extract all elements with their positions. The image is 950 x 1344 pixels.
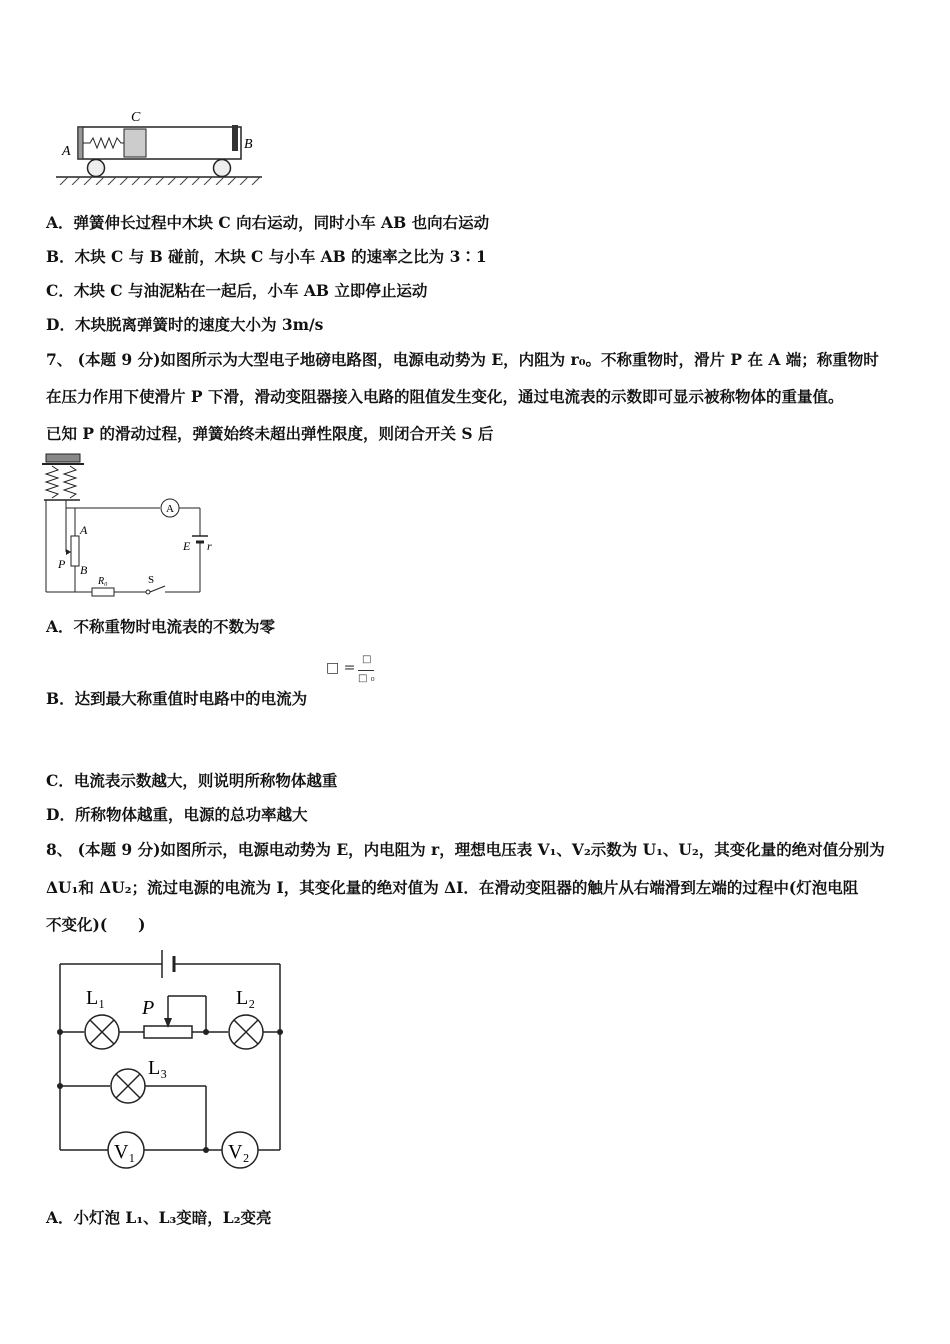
q8-stem-line2: ΔU₁和 ΔU₂；流过电源的电流为 I，其变化量的绝对值为 ΔI．在滑动变阻器的触片从右端滑到左端的过程中(灯泡电阻: [46, 878, 859, 897]
figure-cart-spring: [52, 105, 267, 185]
q6-option-a: A．弹簧伸长过程中木块 C 向右运动，同时小车 AB 也向右运动: [46, 213, 490, 232]
r0-label: R₀: [98, 576, 108, 587]
r-label: r: [207, 539, 212, 553]
formula-lhs: □ =: [326, 660, 356, 676]
label-a: A: [62, 144, 71, 159]
q6-option-d: D．木块脱离弹簧时的速度大小为 3m/s: [46, 315, 324, 334]
q6-option-b: B．木块 C 与 B 碰前，木块 C 与小车 AB 的速率之比为 3∶1: [46, 247, 487, 266]
q6-option-c: C．木块 C 与油泥粘在一起后，小车 AB 立即停止运动: [46, 281, 428, 300]
label-b: B: [244, 137, 253, 152]
formula-denominator: □ ₀: [358, 673, 375, 684]
q7-option-c: C．电流表示数越大，则说明所称物体越重: [46, 771, 338, 790]
label-b: B: [80, 563, 88, 577]
p-label: P: [142, 997, 155, 1019]
q8-option-a: A．小灯泡 L₁、L₃变暗，L₂变亮: [46, 1208, 272, 1227]
s-label: S: [148, 574, 155, 586]
figure-lamp-circuit: [50, 944, 290, 1172]
formula-numerator: □: [362, 654, 372, 665]
emf-label: E: [183, 539, 191, 553]
v1-label: V₁: [114, 1141, 136, 1163]
q7-stem-line3: 已知 P 的滑动过程，弹簧始终未超出弹性限度，则闭合开关 S 后: [46, 424, 494, 443]
l2-label: L₂: [236, 987, 256, 1009]
q8-stem-line1: 8、 (本题 9 分)如图所示，电源电动势为 E，内电阻为 r，理想电压表 V₁、V₂示数为 U₁、U₂，其变化量的绝对值分别为: [46, 840, 885, 859]
q7-stem-line2: 在压力作用下使滑片 P 下滑，滑动变阻器接入电路的阻值发生变化，通过电流表的示数即可显示被称物体的重量值。: [46, 387, 844, 406]
figure-weighing-circuit: [40, 452, 220, 604]
label-c: C: [131, 110, 141, 125]
label-a: A: [80, 523, 88, 537]
label-p: P: [58, 557, 66, 571]
q7-option-a: A．不称重物时电流表的不数为零: [46, 617, 276, 636]
q7-option-b: B．达到最大称重值时电路中的电流为: [46, 689, 308, 708]
ammeter-label: A: [166, 503, 174, 515]
q7-option-d: D．所称物体越重，电源的总功率越大: [46, 805, 308, 824]
q7-stem-line1: 7、 (本题 9 分)如图所示为大型电子地磅电路图，电源电动势为 E，内阻为 r₀。不称重物时，滑片 P 在 A 端；称重物时: [46, 350, 879, 369]
l1-label: L₁: [86, 987, 106, 1009]
q8-stem-line3: 不变化)( ): [46, 915, 146, 934]
v2-label: V₂: [228, 1141, 250, 1163]
l3-label: L₃: [148, 1057, 168, 1079]
formula-bar: [358, 670, 374, 671]
